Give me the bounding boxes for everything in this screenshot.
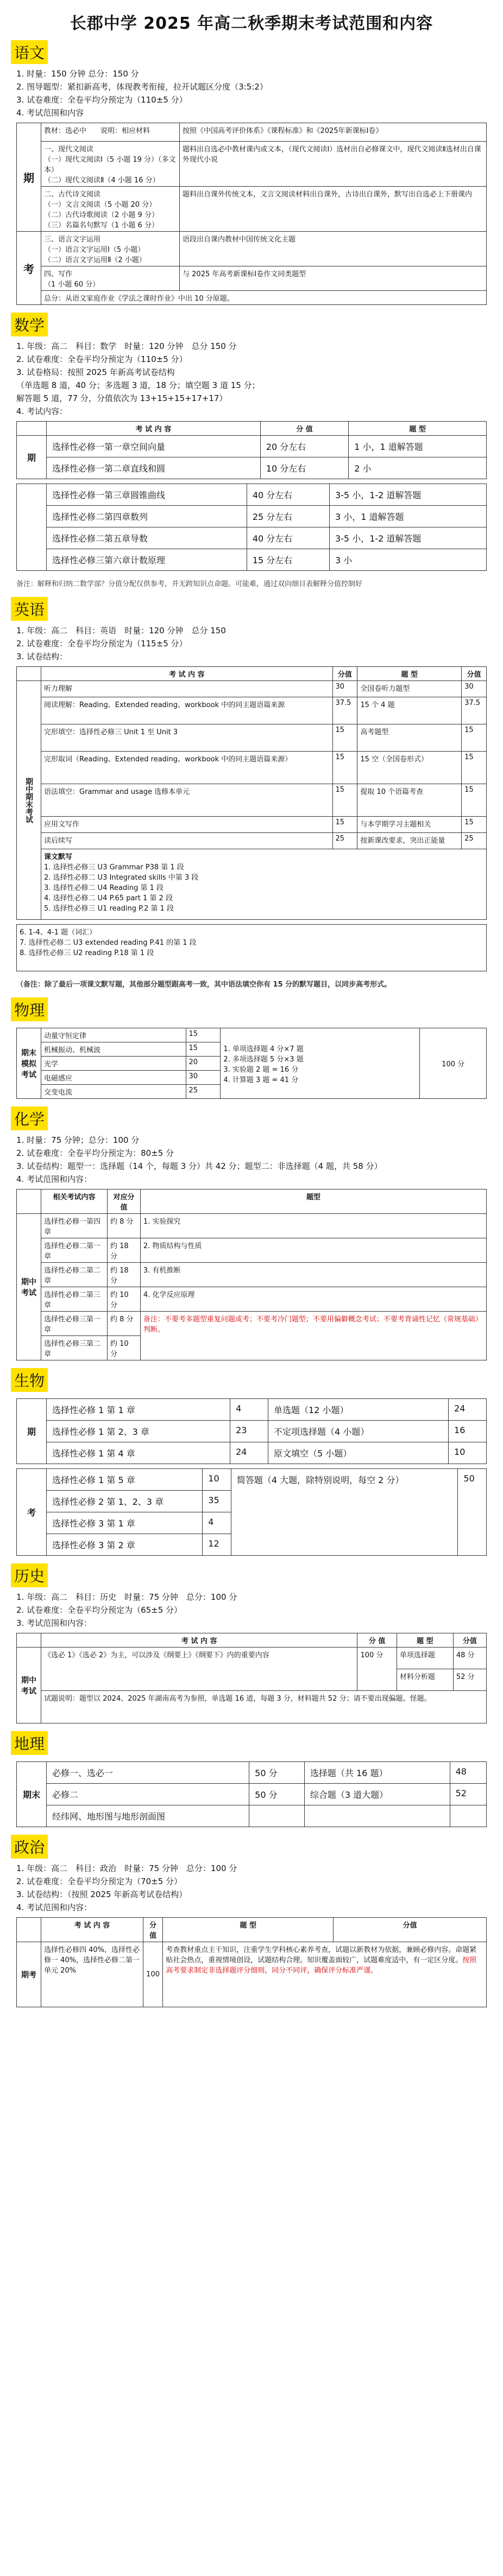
section-tag-wuli: 物理 bbox=[11, 997, 48, 1021]
words-list: 1. 选择性必修三 U3 Grammar P38 第 1 段 2. 选择性必修二 U3 Integrated skills 中第 3 段 3. 选择性必修二 U4 Reading 第 1 段 4. 选择性必修二 U4 P.65 part 1 第 2 段 5. 选择性必修三 U1 reading P.2 第 1 段 bbox=[44, 863, 199, 913]
table-cell: 四、写作 （1 小题 60 分） bbox=[41, 266, 180, 291]
section-tag-yuwen: 语文 bbox=[11, 40, 48, 64]
col-header: 题 型 bbox=[349, 422, 487, 436]
col-header: 分 值 bbox=[357, 1633, 397, 1648]
table-cell: 16 bbox=[449, 1421, 487, 1442]
table-cell: 15 个 4 题 bbox=[357, 697, 462, 724]
table-cell: 37.5 bbox=[462, 697, 487, 724]
table-label: 期 bbox=[17, 1399, 47, 1464]
col-header: 考 试 内 容 bbox=[41, 667, 333, 681]
table-cell: 15 bbox=[186, 1042, 221, 1057]
table-cell: 15 bbox=[462, 752, 487, 784]
table-cell: 选择性必修 3 第 2 章 bbox=[47, 1534, 203, 1556]
zhengzhi-line1: 1. 年级：高二 科目：政治 时量：75 分钟 总分：100 分 bbox=[16, 1863, 237, 1873]
table-cell: 提取 10 个语篇考查 bbox=[357, 784, 462, 817]
table-cell: 30 bbox=[186, 1071, 221, 1085]
table-cell: 选择性必修 1 第 4 章 bbox=[47, 1442, 230, 1464]
page-title: 长郡中学 2025 年高二秋季期末考试范围和内容 bbox=[70, 14, 433, 33]
table-cell: 选择性必修二第四章数列 bbox=[47, 506, 247, 527]
table-cell: 材料分析题 bbox=[397, 1669, 453, 1691]
yingyu-line2: 2. 试卷难度：全卷平均分预定为（115±5 分） bbox=[16, 639, 187, 648]
huaxue-table bbox=[16, 1189, 487, 1360]
table-cell: 40 分左右 bbox=[247, 527, 329, 549]
yuwen-table bbox=[16, 123, 487, 305]
col-header: 分值 bbox=[334, 1918, 487, 1942]
table-cell: 约 18 分 bbox=[107, 1238, 140, 1263]
table-cell: 3. 有机推断 bbox=[140, 1263, 486, 1287]
zhengzhi-desc-red: 按照高考要求制定非选择题评分细则，同分不同评，确保评分标准严谨。 bbox=[166, 1956, 477, 1975]
shengwu-table-1 bbox=[16, 1398, 487, 1464]
table-cell: 总分：从语文家庭作业《学法之课时作业》中出 10 分原题。 bbox=[41, 291, 487, 305]
table-label: 考 bbox=[17, 232, 41, 305]
table-cell bbox=[163, 1942, 487, 2007]
section-tag-zhengzhi: 政治 bbox=[11, 1835, 48, 1859]
table-cell: 单选题（12 小题） bbox=[268, 1399, 449, 1421]
col-header: 题 型 bbox=[397, 1633, 453, 1648]
table-cell: 与 2025 年高考新课标Ⅰ卷作文同类题型 bbox=[180, 266, 487, 291]
table-cell: 必修二 bbox=[47, 1784, 249, 1805]
zhengzhi-line4: 4. 考试范围和内容： bbox=[16, 1903, 92, 1912]
shuxue-line2: 2. 试卷难度：全卷平均分预定为（110±5 分） bbox=[16, 354, 187, 364]
table-cell: 100 bbox=[143, 1942, 162, 2007]
yuwen-line1: 1. 时量：150 分钟 总分：150 分 bbox=[16, 69, 139, 79]
lishi-line2: 2. 试卷难度：全卷平均分预定为（65±5 分） bbox=[16, 1605, 183, 1615]
table-cell: 综合题（3 道大题） bbox=[304, 1784, 450, 1805]
table-cell: 3 小 bbox=[329, 549, 486, 571]
table-label: 期中考试 bbox=[17, 1214, 41, 1360]
table-cell: 3-5 小，1-2 道解答题 bbox=[329, 484, 486, 506]
table-cell: 30 bbox=[462, 681, 487, 697]
table-cell: 15 bbox=[462, 817, 487, 833]
table-cell: 二、古代诗文阅读 （一）文言文阅读（5 小题 20 分） （二）古代诗歌阅读（2 小题 9 分） （三）名篇名句默写（1 小题 6 分） bbox=[41, 187, 180, 232]
yuwen-line3: 3. 试卷难度：全卷平均分预定为（110±5 分） bbox=[16, 95, 187, 105]
table-cell: 24 bbox=[449, 1399, 487, 1421]
section-tag-shuxue: 数学 bbox=[11, 313, 48, 336]
table-cell: 动量守恒定律 bbox=[41, 1028, 186, 1042]
lishi-line1: 1. 年级：高二 科目：历史 时量：75 分钟 总分：100 分 bbox=[16, 1592, 237, 1602]
table-cell: 选择性必修一第二章直线和圆 bbox=[47, 457, 261, 479]
table-cell: 25 bbox=[332, 833, 357, 849]
table-cell: 试题说明：题型以 2024、2025 年湖南高考为参照，单选题 16 道，每题 3 分，材料题共 52 分；请不要出现偏题、怪题。 bbox=[41, 1691, 487, 1723]
table-cell: 三、语言文字运用 （一）语言文字运用Ⅰ（5 小题） （二）语言文字运用Ⅱ（2 小题） bbox=[41, 232, 180, 266]
table-cell: 选择性必修 1 第 1 章 bbox=[47, 1399, 230, 1421]
table-cell: 100 分 bbox=[420, 1028, 487, 1099]
table-cell: 不定项选择题（4 小题） bbox=[268, 1421, 449, 1442]
table-cell: 50 分 bbox=[249, 1784, 305, 1805]
table-cell: 15 bbox=[332, 752, 357, 784]
table-cell: 选择性必修二第二章 bbox=[41, 1263, 108, 1287]
table-cell: 选择性必修二第一章 bbox=[41, 1238, 108, 1263]
table-cell: 37.5 bbox=[332, 697, 357, 724]
shuxue-line6: 4. 考试内容： bbox=[16, 406, 68, 416]
table-cell: 单项选择题 bbox=[397, 1648, 453, 1669]
huaxue-line4: 4. 考试范围和内容： bbox=[16, 1174, 92, 1184]
table-cell: 2 小 bbox=[349, 457, 487, 479]
table-cell: 4. 化学反应原理 bbox=[140, 1287, 486, 1312]
table-cell: 10 分左右 bbox=[260, 457, 348, 479]
col-header: 分值 bbox=[462, 667, 487, 681]
table-cell: 按照《中国高考评价体系》《课程标准》和《2025年新课标Ⅰ卷》 bbox=[180, 123, 487, 142]
table-cell: 约 18 分 bbox=[107, 1263, 140, 1287]
table-cell: 30 bbox=[332, 681, 357, 697]
table-cell: 50 bbox=[458, 1469, 487, 1556]
table-cell: 1. 单项选择题 4 分×7 题 2. 多项选择题 5 分×3 题 3. 实验题 2 题 = 16 分 4. 计算题 3 题 = 41 分 bbox=[221, 1028, 420, 1099]
zhengzhi-line3: 3. 试卷结构：（按照 2025 年新高考试卷结构） bbox=[16, 1890, 187, 1899]
huaxue-line1: 1. 时量：75 分钟；总分：100 分 bbox=[16, 1135, 140, 1145]
table-cell: 20 分左右 bbox=[260, 436, 348, 457]
section-tag-huaxue: 化学 bbox=[11, 1106, 48, 1130]
table-cell: 20 bbox=[186, 1057, 221, 1071]
table-label: 期末模拟考试 bbox=[17, 1028, 41, 1099]
lishi-line3: 3. 考试范围和内容： bbox=[16, 1618, 92, 1628]
table-cell: 选择性必修 2 第 1、2、3 章 bbox=[47, 1491, 203, 1512]
table-cell: 25 分左右 bbox=[247, 506, 329, 527]
col-header: 分值 bbox=[453, 1633, 486, 1648]
table-cell: 选择性必修 3 第 1 章 bbox=[47, 1512, 203, 1534]
table-cell: 约 8 分 bbox=[107, 1312, 140, 1336]
table-cell: 完形填空：选择性必修三 Unit 1 至 Unit 3 bbox=[41, 724, 333, 752]
col-header: 题 型 bbox=[163, 1918, 334, 1942]
table-cell: 全国卷听力题型 bbox=[357, 681, 462, 697]
yingyu-line3: 3. 试卷结构： bbox=[16, 652, 68, 662]
table-cell: 完形取词（Reading、Extended reading、workbook 中的同主题语篇来源） bbox=[41, 752, 333, 784]
table-cell: 《选必 1》《选必 2》为主，可以涉及《纲要上》《纲要下》内的重要内容 bbox=[41, 1648, 357, 1691]
table-cell: 35 bbox=[203, 1491, 231, 1512]
table-cell: 25 bbox=[462, 833, 487, 849]
table-cell: 12 bbox=[203, 1534, 231, 1556]
table-cell: 48 bbox=[450, 1762, 486, 1784]
table-cell: 选择性必修 1 第 5 章 bbox=[47, 1469, 203, 1491]
yuwen-line4: 4. 考试范围和内容 bbox=[16, 108, 84, 118]
table-cell: 听力理解 bbox=[41, 681, 333, 697]
table-cell: 4 bbox=[203, 1512, 231, 1534]
table-cell: 机械振动、机械波 bbox=[41, 1042, 186, 1057]
col-header: 相关考试内容 bbox=[41, 1190, 108, 1214]
table-label: 期 bbox=[17, 436, 47, 479]
table-cell: 选择性必修 1 第 2、3 章 bbox=[47, 1421, 230, 1442]
section-tag-lishi: 历史 bbox=[11, 1563, 48, 1587]
table-cell: 选择性必修一第三章圆锥曲线 bbox=[47, 484, 247, 506]
yingyu-table bbox=[16, 666, 487, 920]
shuxue-table-1 bbox=[16, 421, 487, 479]
shuxue-note: 备注：解释和归纳二数学部？分值分配仅供参考，并无跨知识点命题。可能难，通过双向细目表解释分值控制好 bbox=[16, 580, 363, 588]
yingyu-line1: 1. 年级：高二 科目：英语 时量：120 分钟 总分 150 bbox=[16, 626, 226, 635]
table-cell: 25 bbox=[186, 1085, 221, 1099]
table-cell: 原文填空（5 小题） bbox=[268, 1442, 449, 1464]
table-cell-tip: 备注：不要考多题型重复问题或考；不要考冷门题型；不要用偏僻概念考试；不要考背诵性记忆（常规基础）判断。 bbox=[140, 1312, 486, 1360]
table-label: 期 bbox=[17, 123, 41, 232]
table-cell: 交变电流 bbox=[41, 1085, 186, 1099]
table-cell: 约 8 分 bbox=[107, 1214, 140, 1238]
table-cell: 3 小，1 道解答题 bbox=[329, 506, 486, 527]
table-cell: 6. 1-4、4-1 题（词汇） 7. 选择性必修二 U3 extended reading P.41 的第 1 段 8. 选择性必修三 U2 reading P.18 第 1 段 bbox=[17, 925, 487, 971]
table-cell: 15 bbox=[332, 724, 357, 752]
table-cell: 按新课改要求，突出正能量 bbox=[357, 833, 462, 849]
table-label: 期中考试 bbox=[17, 1648, 41, 1723]
table-cell: 选择性必修二第三章 bbox=[41, 1287, 108, 1312]
table-cell: 10 bbox=[203, 1469, 231, 1491]
table-cell: 选择性必修三第二章 bbox=[41, 1336, 108, 1360]
table-cell: 52 分 bbox=[453, 1669, 486, 1691]
table-cell: 24 bbox=[230, 1442, 268, 1464]
table-cell: 3-5 小，1-2 道解答题 bbox=[329, 527, 486, 549]
wuli-table bbox=[16, 1028, 487, 1099]
zhengzhi-line2: 2. 试卷难度：全卷平均分预定为（70±5 分） bbox=[16, 1877, 183, 1886]
table-cell: 100 分 bbox=[357, 1648, 397, 1691]
section-tag-shengwu: 生物 bbox=[11, 1368, 48, 1392]
table-cell: 经纬网、地形图与地形剖面图 bbox=[47, 1805, 249, 1827]
table-label: 期考 bbox=[17, 1942, 41, 2007]
table-cell: 15 bbox=[332, 784, 357, 817]
table-cell: 选择性必修三第一章 bbox=[41, 1312, 108, 1336]
shuxue-line5: 解答题 5 道，77 分，分值依次为 13+15+15+17+17） bbox=[16, 393, 228, 403]
table-cell: 题料出自课外传统文本，文言文阅读材料出自课外，古诗出自课外，默写出自选必上下册课内 bbox=[180, 187, 487, 232]
table-cell: 50 分 bbox=[249, 1762, 305, 1784]
table-cell: 4 bbox=[230, 1399, 268, 1421]
col-header: 题 型 bbox=[357, 667, 462, 681]
col-header: 分值 bbox=[143, 1918, 162, 1942]
table-cell: 1 小，1 道解答题 bbox=[349, 436, 487, 457]
col-header: 题型 bbox=[140, 1190, 486, 1214]
table-label: 考 bbox=[17, 1469, 47, 1556]
table-cell: 选择性必修四 40%，选择性必修一 40%，选择性必修二第一单元 20% bbox=[41, 1942, 143, 2007]
table-cell: 选择性必修一第四章 bbox=[41, 1214, 108, 1238]
table-cell: 简答题（4 大题，除特别说明，每空 2 分） bbox=[231, 1469, 458, 1556]
table-cell: 40 分左右 bbox=[247, 484, 329, 506]
dili-table bbox=[16, 1761, 487, 1827]
shengwu-table-2 bbox=[16, 1468, 487, 1556]
table-cell bbox=[41, 849, 487, 920]
zhengzhi-table bbox=[16, 1917, 487, 2007]
table-cell: 2. 物质结构与性质 bbox=[140, 1238, 486, 1263]
yingyu-table-extra bbox=[16, 924, 487, 971]
words-head: 课文默写 bbox=[44, 853, 73, 861]
shuxue-table-2 bbox=[16, 484, 487, 571]
table-cell: 15 空（全国卷形式） bbox=[357, 752, 462, 784]
col-header: 考 试 内 容 bbox=[41, 1633, 357, 1648]
shuxue-line1: 1. 年级：高二 科目：数学 时量：120 分钟 总分 150 分 bbox=[16, 341, 237, 351]
table-cell: 选择性必修二第五章导数 bbox=[47, 527, 247, 549]
huaxue-line3: 3. 试卷结构：题型一：选择题（14 个，每题 3 分）共 42 分；题型二：非选择题（4 题，共 58 分） bbox=[16, 1161, 382, 1171]
table-cell: 15 bbox=[462, 724, 487, 752]
table-cell: 语法填空：Grammar and usage 选修本单元 bbox=[41, 784, 333, 817]
table-cell: 光学 bbox=[41, 1057, 186, 1071]
table-cell: 15 bbox=[462, 784, 487, 817]
zhengzhi-desc: 考查教材重点主干知识，注重学生学科核心素养考查，试题以新教材为依据，兼顾必修内容。命题紧贴社会热点，重视情境创设，试题结构合理。知识覆盖面较广，试题难度适中，有一定区分度。 bbox=[166, 1946, 477, 1964]
table-cell: 与本学期学习主题相关 bbox=[357, 817, 462, 833]
table-label: 期中期末考试 bbox=[17, 681, 41, 920]
table-cell: 48 分 bbox=[453, 1648, 486, 1669]
yingyu-note: （备注：除了最后一项课文默写题，其他部分题型跟高考一致，其中语法填空你有 15 分的默写题目，以同步高考形式。 bbox=[16, 981, 392, 989]
table-cell: 选择题（共 16 题） bbox=[304, 1762, 450, 1784]
table-cell: 选择性必修一第一章空间向量 bbox=[47, 436, 261, 457]
table-label: 期末 bbox=[17, 1762, 47, 1827]
table-cell: 1. 实验探究 bbox=[140, 1214, 486, 1238]
table-cell: 应用文写作 bbox=[41, 817, 333, 833]
table-cell: 一、现代文阅读 （一）现代文阅读Ⅰ（5 小题 19 分）（多文本） （二）现代文阅读Ⅱ（4 小题 16 分） bbox=[41, 142, 180, 187]
table-cell: 选择性必修三第六章计数原理 bbox=[47, 549, 247, 571]
col-header: 考 试 内 容 bbox=[47, 422, 261, 436]
table-cell: 23 bbox=[230, 1421, 268, 1442]
table-cell: 阅读理解：Reading、Extended reading、workbook 中的同主题语篇来源 bbox=[41, 697, 333, 724]
col-header: 考 试 内 容 bbox=[41, 1918, 143, 1942]
table-cell: 语段出自课内教材中国传统文化主题 bbox=[180, 232, 487, 266]
section-tag-yingyu: 英语 bbox=[11, 597, 48, 621]
table-cell: 15 分左右 bbox=[247, 549, 329, 571]
col-header: 对应分值 bbox=[107, 1190, 140, 1214]
table-cell: 题料出自选必中教材课内或文本，（现代文阅读Ⅰ）选材出自必修课文中，现代文阅读Ⅱ选材出自课外现代小说 bbox=[180, 142, 487, 187]
table-cell: 电磁感应 bbox=[41, 1071, 186, 1085]
table-cell: 15 bbox=[332, 817, 357, 833]
table-cell: 15 bbox=[186, 1028, 221, 1042]
table-cell: 读后续写 bbox=[41, 833, 333, 849]
col-header: 分值 bbox=[332, 667, 357, 681]
col-header: 分 值 bbox=[260, 422, 348, 436]
shuxue-line4: （单选题 8 道，40 分；多选题 3 道，18 分；填空题 3 道 15 分； bbox=[16, 380, 260, 390]
section-tag-dili: 地理 bbox=[11, 1731, 48, 1755]
table-cell: 高考题型 bbox=[357, 724, 462, 752]
table-cell: 52 bbox=[450, 1784, 486, 1805]
shuxue-line3: 3. 试卷格局：按照 2025 年新高考试卷结构 bbox=[16, 367, 175, 377]
table-cell: 教材：选必中 说明：相应材料 bbox=[41, 123, 180, 142]
yuwen-line2: 2. 图导题型：紧扣新高考，体现教考衔接，拉开试题区分度（3:5:2） bbox=[16, 82, 268, 92]
table-cell: 约 10 分 bbox=[107, 1287, 140, 1312]
table-cell: 10 bbox=[449, 1442, 487, 1464]
table-cell: 约 10 分 bbox=[107, 1336, 140, 1360]
huaxue-line2: 2. 试卷难度：全卷平均分预定为：80±5 分 bbox=[16, 1148, 174, 1158]
table-cell: 必修一、选必一 bbox=[47, 1762, 249, 1784]
lishi-table bbox=[16, 1633, 487, 1723]
